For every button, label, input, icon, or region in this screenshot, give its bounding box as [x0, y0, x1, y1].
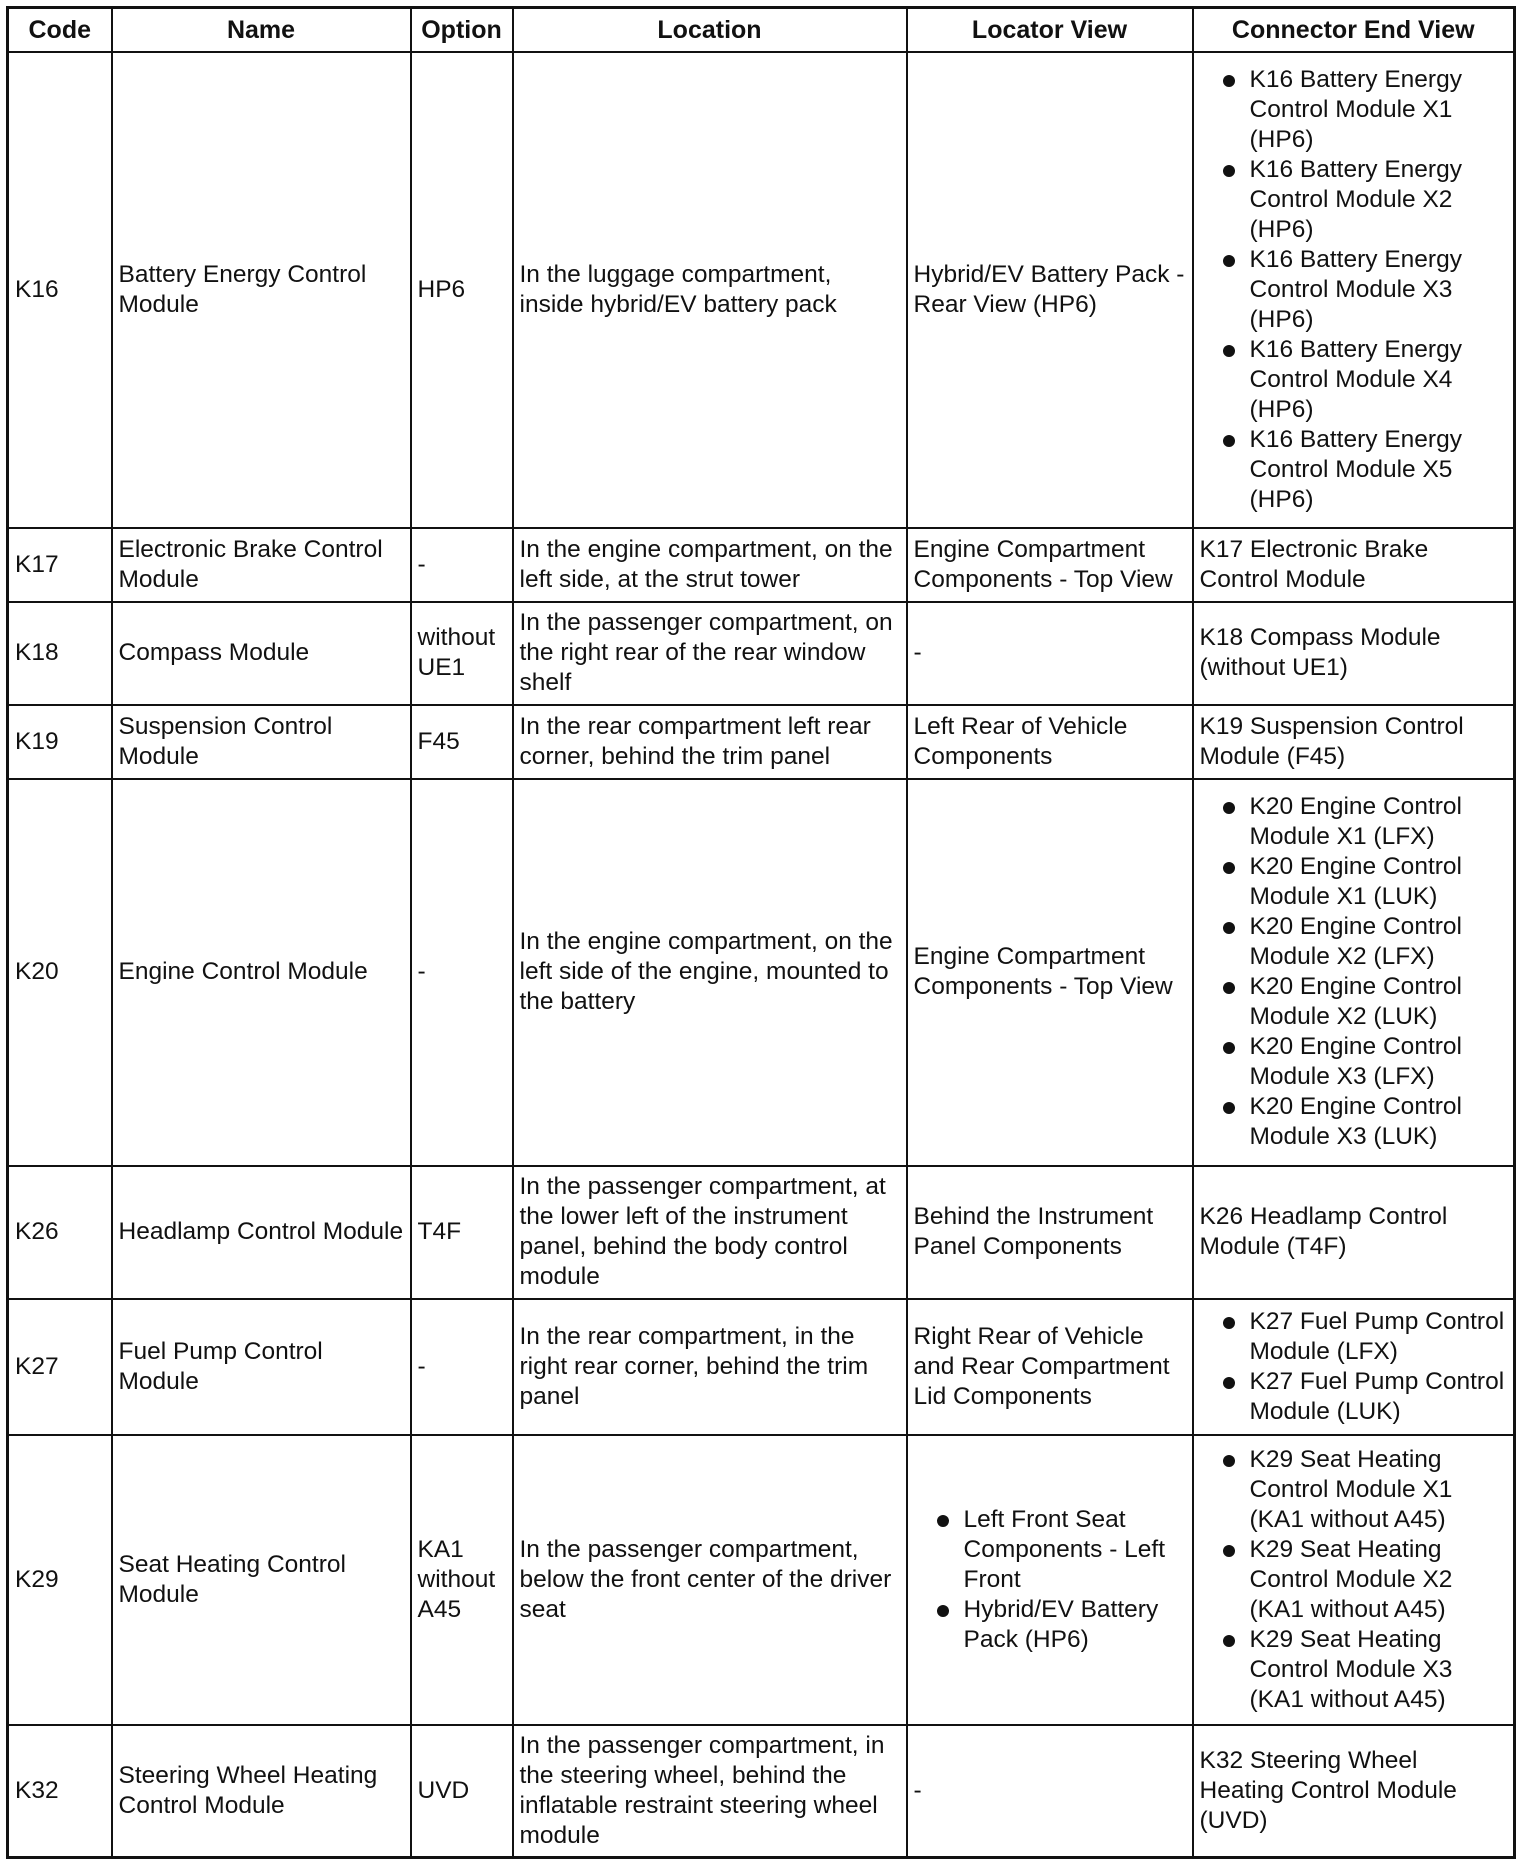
connector-item[interactable]: K27 Fuel Pump Control Module (LUK) — [1200, 1367, 1508, 1427]
option-cell: F45 — [411, 705, 513, 779]
connector-item[interactable]: K20 Engine Control Module X3 (LFX) — [1200, 1032, 1508, 1092]
connector-item[interactable]: K20 Engine Control Module X3 (LUK) — [1200, 1092, 1508, 1152]
connector-end-view-cell — [1193, 52, 1515, 528]
connector-item[interactable]: K16 Battery Energy Control Module X3 (HP6) — [1200, 245, 1508, 335]
name-cell: Fuel Pump Control Module — [112, 1299, 411, 1435]
table-row — [8, 1435, 1515, 1725]
name-cell: Engine Control Module — [112, 779, 411, 1166]
code-cell: K32 — [8, 1725, 112, 1858]
connector-item[interactable]: K16 Battery Energy Control Module X2 (HP6) — [1200, 155, 1508, 245]
location-cell: In the rear compartment left rear corner, behind the trim panel — [513, 705, 907, 779]
code-cell: K27 — [8, 1299, 112, 1435]
code-cell: K17 — [8, 528, 112, 602]
locator-view-cell: Engine Compartment Components - Top View — [907, 779, 1193, 1166]
location-cell: In the rear compartment, in the right rear corner, behind the trim panel — [513, 1299, 907, 1435]
option-cell: KA1 without A45 — [411, 1435, 513, 1725]
connector-item[interactable]: K20 Engine Control Module X1 (LFX) — [1200, 792, 1508, 852]
option-cell: T4F — [411, 1166, 513, 1299]
component-locator-table — [6, 6, 1516, 1859]
connector-end-view-cell[interactable]: K17 Electronic Brake Control Module — [1193, 528, 1515, 602]
location-cell: In the passenger compartment, in the steering wheel, behind the inflatable restraint steering wheel module — [513, 1725, 907, 1858]
connector-item[interactable]: K27 Fuel Pump Control Module (LFX) — [1200, 1307, 1508, 1367]
header-row — [8, 8, 1515, 52]
table-row — [8, 602, 1515, 705]
name-cell: Steering Wheel Heating Control Module — [112, 1725, 411, 1858]
connector-list — [1200, 1307, 1508, 1427]
connector-end-view-cell[interactable]: K19 Suspension Control Module (F45) — [1193, 705, 1515, 779]
name-cell: Suspension Control Module — [112, 705, 411, 779]
connector-end-view-cell[interactable]: K26 Headlamp Control Module (T4F) — [1193, 1166, 1515, 1299]
locator-view-cell: Hybrid/EV Battery Pack - Rear View (HP6) — [907, 52, 1193, 528]
connector-item[interactable]: K29 Seat Heating Control Module X2 (KA1 without A45) — [1200, 1535, 1508, 1625]
option-cell: without UE1 — [411, 602, 513, 705]
code-cell: K18 — [8, 602, 112, 705]
option-cell: UVD — [411, 1725, 513, 1858]
locator-view-cell — [907, 1435, 1193, 1725]
header-connector-end-view: Connector End View — [1193, 8, 1515, 52]
code-cell: K20 — [8, 779, 112, 1166]
connector-item[interactable]: K29 Seat Heating Control Module X1 (KA1 without A45) — [1200, 1445, 1508, 1535]
name-cell: Headlamp Control Module — [112, 1166, 411, 1299]
connector-item[interactable]: K16 Battery Energy Control Module X1 (HP6) — [1200, 65, 1508, 155]
connector-item[interactable]: K29 Seat Heating Control Module X3 (KA1 without A45) — [1200, 1625, 1508, 1715]
connector-item[interactable]: K20 Engine Control Module X2 (LUK) — [1200, 972, 1508, 1032]
name-cell: Seat Heating Control Module — [112, 1435, 411, 1725]
option-cell: - — [411, 1299, 513, 1435]
location-cell: In the luggage compartment, inside hybrid/EV battery pack — [513, 52, 907, 528]
code-cell: K26 — [8, 1166, 112, 1299]
table-row — [8, 705, 1515, 779]
locator-view-cell: Engine Compartment Components - Top View — [907, 528, 1193, 602]
connector-list — [1200, 1445, 1508, 1715]
header-name: Name — [112, 8, 411, 52]
locator-view-cell: Right Rear of Vehicle and Rear Compartment Lid Components — [907, 1299, 1193, 1435]
connector-end-view-cell[interactable]: K18 Compass Module (without UE1) — [1193, 602, 1515, 705]
locator-item[interactable]: Left Front Seat Components - Left Front — [914, 1505, 1186, 1595]
table-row — [8, 1166, 1515, 1299]
header-code: Code — [8, 8, 112, 52]
locator-view-cell: Behind the Instrument Panel Components — [907, 1166, 1193, 1299]
name-cell: Battery Energy Control Module — [112, 52, 411, 528]
locator-view-cell: - — [907, 1725, 1193, 1858]
header-location: Location — [513, 8, 907, 52]
table-row — [8, 1725, 1515, 1858]
header-option: Option — [411, 8, 513, 52]
location-cell: In the passenger compartment, at the lower left of the instrument panel, behind the body control module — [513, 1166, 907, 1299]
name-cell: Compass Module — [112, 602, 411, 705]
connector-item[interactable]: K20 Engine Control Module X1 (LUK) — [1200, 852, 1508, 912]
connector-end-view-cell — [1193, 1435, 1515, 1725]
connector-list — [1200, 65, 1508, 515]
table-row — [8, 779, 1515, 1166]
locator-view-cell: - — [907, 602, 1193, 705]
location-cell: In the engine compartment, on the left side of the engine, mounted to the battery — [513, 779, 907, 1166]
code-cell: K29 — [8, 1435, 112, 1725]
connector-end-view-cell — [1193, 1299, 1515, 1435]
connector-list — [1200, 792, 1508, 1152]
locator-list — [914, 1505, 1186, 1655]
code-cell: K16 — [8, 52, 112, 528]
location-cell: In the engine compartment, on the left side, at the strut tower — [513, 528, 907, 602]
table-row — [8, 1299, 1515, 1435]
option-cell: - — [411, 779, 513, 1166]
locator-view-cell: Left Rear of Vehicle Components — [907, 705, 1193, 779]
option-cell: - — [411, 528, 513, 602]
locator-item[interactable]: Hybrid/EV Battery Pack (HP6) — [914, 1595, 1186, 1655]
table-row — [8, 528, 1515, 602]
location-cell: In the passenger compartment, below the front center of the driver seat — [513, 1435, 907, 1725]
option-cell: HP6 — [411, 52, 513, 528]
connector-item[interactable]: K20 Engine Control Module X2 (LFX) — [1200, 912, 1508, 972]
connector-end-view-cell[interactable]: K32 Steering Wheel Heating Control Module (UVD) — [1193, 1725, 1515, 1858]
table-row — [8, 52, 1515, 528]
connector-end-view-cell — [1193, 779, 1515, 1166]
code-cell: K19 — [8, 705, 112, 779]
header-locator-view: Locator View — [907, 8, 1193, 52]
location-cell: In the passenger compartment, on the right rear of the rear window shelf — [513, 602, 907, 705]
connector-item[interactable]: K16 Battery Energy Control Module X5 (HP6) — [1200, 425, 1508, 515]
connector-item[interactable]: K16 Battery Energy Control Module X4 (HP6) — [1200, 335, 1508, 425]
name-cell: Electronic Brake Control Module — [112, 528, 411, 602]
